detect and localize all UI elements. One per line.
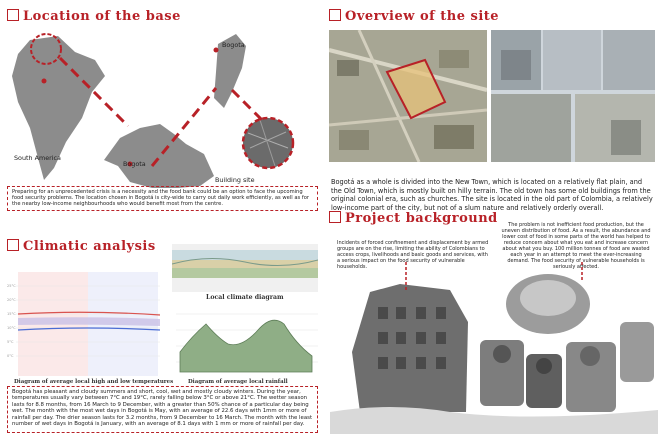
site-aerial-photo: [329, 30, 487, 162]
background-collage: [330, 262, 658, 434]
section-marker-icon: [329, 9, 341, 21]
climate-diagram-title: Local climate diagram: [206, 294, 284, 301]
bogota-top-label: Bogota: [222, 41, 245, 49]
section-marker-icon: [7, 9, 19, 21]
svg-text:20°C: 20°C: [7, 298, 16, 302]
colombia-map: [104, 124, 214, 188]
climatic-description: Bogotá has pleasant and cloudy summers and short, cool, wet and mostly cloudy winters. During the year, temperatures usually vary between 7°C and 19°C, rarely falling below 3°C or above 21°C. The wetter season lasts for 8.8 months, from 16 March to 9 December, with a greater than 50% chance of a particular day being wet. The month with the most wet days in Bogotá is May, with an average of 22.6 days with 1mm or more of rainfall per day. The drier season lasts for 3.2 months, from 9 December to 16 March. The month with the least number of wet days in Bogotá is January, with an average of 8.1 days with 1 mm or more of rainfall per day.: [12, 389, 313, 428]
bogota-map-label: Bogota: [123, 160, 146, 168]
overview-description: Bogotá as a whole is divided into the New Town, which is located on a relatively flat plain, and the Old Town, which is mostly built on hilly terrain. The old town has some old buildings from the original colonial era, such as churches. The site is located in the old part of Colombia, a relatively low-income part of the city, but not of a slum nature and relatively orderly overall.: [331, 178, 653, 212]
svg-text:10°C: 10°C: [7, 326, 16, 330]
temperature-caption: Diagram of average local high and low temperatures: [14, 379, 174, 385]
background-left-text: Incidents of forced confinement and displacement by armed groups are on the rise, limiting the ability of Colombians to access crops, livelihoods and basic goods and services, with a serious impact on the food security of vulnerable households.: [337, 240, 489, 270]
bogota-marker: [42, 79, 47, 84]
svg-text:0°C: 0°C: [7, 354, 14, 358]
rainfall-diagram: [172, 244, 318, 378]
overview-section-title: Overview of the site: [329, 9, 499, 24]
background-section-title: Project background: [329, 211, 498, 226]
temperature-diagram: [6, 272, 164, 376]
location-text-box: [7, 186, 318, 211]
south-america-label: South America: [14, 154, 61, 162]
ruined-building-image: [352, 284, 468, 412]
section-marker-icon: [7, 239, 19, 251]
background-right-text: The problem is not inefficient food production, but the uneven distribution of food. As a result, the abundance and lower cost of food in some parts of the world has helped to reduce concern about what you eat and increase concern about what you buy. 100 million tonnes of food are wasted each year in an attempt to meet the ever-increasing demand. The food security of vulnerable households is seriously affected.: [501, 222, 651, 270]
connector-line: [232, 90, 262, 120]
climatic-section-title: Climatic analysis: [7, 239, 156, 254]
rainfall-caption: Diagram of average local rainfall: [188, 379, 288, 385]
bogota-marker: [214, 48, 219, 53]
site-street-photos: [491, 30, 655, 162]
section-marker-icon: [329, 211, 341, 223]
location-map-graphic: [0, 28, 322, 188]
svg-text:15°C: 15°C: [7, 312, 16, 316]
location-description: Preparing for an unprecedented crisis is a necessity and the food bank could be an option to face the upcoming food security problems. The location chosen in Bogotá is city-wide to carry out daily work efficiently, as well as for the nearby low-income neighbourhoods who would benefit most from the centre.: [12, 189, 310, 208]
svg-text:5°C: 5°C: [7, 340, 14, 344]
climatic-text-box: [7, 386, 318, 433]
building-site-label: Building site: [215, 176, 255, 184]
svg-text:25°C: 25°C: [7, 284, 16, 288]
location-section-title: Location of the base: [7, 9, 181, 24]
